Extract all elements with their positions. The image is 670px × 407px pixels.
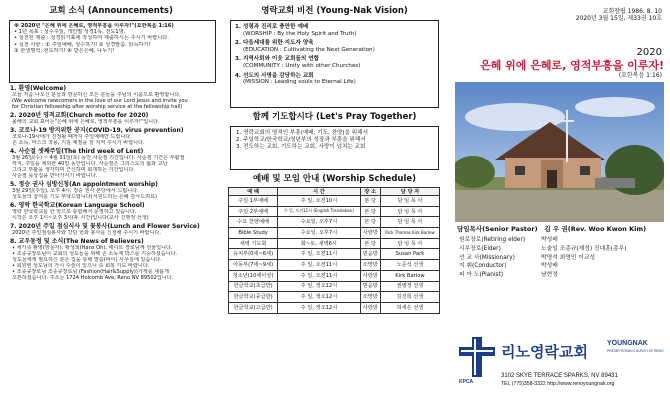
- church-building-image: [455, 82, 664, 222]
- vision-item-english: (WORSHIP : By the Holy Spirit and Truth): [243, 30, 357, 37]
- prayer-item: 2. 주일학교/한국학교/청년부의 성장과 부흥을 위해서: [236, 137, 366, 143]
- schedule-cell: 화~토, 새벽6시: [278, 238, 360, 249]
- schedule-cell: 주 일, 오전11시: [278, 260, 360, 271]
- schedule-cell: 소망방: [360, 260, 380, 271]
- announcement-item: [0, 202, 222, 221]
- announcement-text: 오픈하셨습니다. 주소는 1724 Holcomb Ave, Reno NV 89502입니다.: [12, 275, 174, 281]
- announcement-text: 성도들의 참여를 기도 부탁드립니다(서원드리는 은혜 감사드려요): [12, 194, 157, 200]
- vision-schedule-column: [222, 0, 447, 407]
- staff-row: [447, 262, 670, 271]
- announcement-item: [0, 238, 222, 281]
- announcement-text: 시작은 오후 1시~오후 3시(두 시간)입니다(교사 진행정 선생): [12, 215, 149, 221]
- schedule-body: [229, 196, 440, 314]
- schedule-row: [229, 249, 440, 260]
- announcement-item: [0, 223, 222, 236]
- schedule-cell: 주 일, 오전11시 (English Translation): [278, 206, 360, 217]
- notice-line: ※ 2020년 "은혜 위에 은혜로, 영적부흥을 이루자!"(요한복음 1:16): [14, 23, 174, 29]
- prayer-item: 1. 영락교회의 영적인 부흥(예배, 기도, 찬양)을 위해서: [236, 130, 368, 136]
- announcement-text: 오늘 처음 나오신 분들과 방문하신 모든 분들을 주님의 이름으로 환영합니다.: [12, 92, 181, 98]
- staff-role: 지 휘(Conductor): [459, 263, 507, 270]
- schedule-cell: 한글학교(중급반): [229, 292, 278, 303]
- schedule-cell: 담 임 목 사: [380, 206, 439, 217]
- vision-item-korean: 1. 성령과 진리로 충만한 예배: [235, 24, 309, 30]
- announcement-text: 3월 26일(수) ~ 4월 11일(토) 동안 사순절 기간입니다. 사순절 기간은 부활절: [12, 155, 185, 161]
- schedule-cell: 한글학교(고급반): [229, 302, 278, 313]
- staff-role: 원로장로(Retiring elder): [459, 237, 526, 243]
- schedule-cell: 담 임 목 사: [380, 217, 439, 228]
- announcements-column: [0, 0, 222, 407]
- vision-title: 영락교회 비전 (Young-Nak Vision): [261, 6, 408, 16]
- announcement-item: [0, 181, 222, 200]
- schedule-row: [229, 217, 440, 228]
- vision-box: [230, 20, 439, 108]
- church-motto: 은혜 위에 은혜로, 영적부흥을 이루자!: [480, 59, 664, 72]
- staff-role: 피 아 노(Pianist): [459, 272, 504, 279]
- announcement-title: 5. 정승 권사 심방신청(An appointment worship): [10, 181, 158, 188]
- schedule-header-row: [229, 188, 440, 196]
- kpca-label: KPCA: [459, 379, 474, 385]
- announcement-item: [0, 127, 222, 146]
- schedule-cell: 노준석 선생: [380, 260, 439, 271]
- announcement-title: 8. 교우동정 및 소식(The News of Believers): [10, 238, 144, 245]
- vision-item-korean: 3. 지역사회와 이웃 교회들의 연합: [235, 56, 320, 63]
- announcement-text: 손 소독, 마스크 착용, 기침 예절을 잘 지켜 주시기 바랍니다.: [12, 140, 145, 146]
- announcement-text: 올해의 교회 표어는"은혜 위에 은혜로, 영적부흥을 이루자!"입니다.: [12, 119, 160, 125]
- schedule-cell: 수요일, 오후7시: [278, 217, 360, 228]
- announcement-item: [0, 112, 222, 125]
- schedule-cell: 본 당: [360, 238, 380, 249]
- prayer-box: [230, 126, 439, 170]
- schedule-header-cell: 장 소: [360, 188, 380, 196]
- notice-line: • 실천된 제출 : 성경읽기표에 작성하여 제출하시는 주시기 바랍니다.: [14, 35, 169, 42]
- pastor-label: 담임목사(Senior Pastor): [457, 225, 538, 233]
- schedule-cell: 주 일, 오전10시: [278, 196, 360, 207]
- staff-row: [447, 236, 670, 245]
- schedule-cell: 주일 2부예배: [229, 206, 278, 217]
- prayer-title: 함께 기도합시다 (Let's Pray Together): [252, 112, 417, 122]
- senior-pastor: [447, 225, 670, 234]
- announcement-text: 그리고 부활을 생각하며 근신하며 회개하는 기간입니다.: [12, 167, 135, 173]
- staff-name: 박성배: [541, 263, 558, 270]
- schedule-cell: 청소년(10세이상): [229, 270, 278, 281]
- year-label: 2020: [636, 47, 662, 58]
- announcement-title: 1. 환영(Welcome): [10, 85, 67, 92]
- schedule-title: 예배 및 모임 안내 (Worship Schedule): [252, 174, 417, 184]
- schedule-row: [229, 228, 440, 239]
- cross-logo-icon: [457, 337, 497, 381]
- schedule-cell: 주 일, 정오12시: [278, 292, 360, 303]
- announcement-item: [0, 148, 222, 179]
- church-photo: [455, 82, 664, 222]
- announcement-text: • 새가족 환영(방문자): 황성희(Hans Oh), 에디트 장로님께 선물입니다.: [12, 245, 173, 251]
- church-name-korean: 리노영락교회: [501, 343, 588, 361]
- church-contact: TEL (775)358-3322 http://www.renoyoungnak.org: [501, 381, 615, 387]
- schedule-header-cell: 담 당 자: [380, 188, 439, 196]
- announcement-text: 사순절 묵상집을 받아가시기 바랍니다.: [12, 173, 98, 179]
- vision-item-korean: 4. 선도의 사명을 감당하는 교회: [235, 72, 314, 79]
- schedule-cell: 권병정 선생: [380, 281, 439, 292]
- announcement-title: 2. 2020년 영적교회(Church motto for 2020): [10, 112, 149, 119]
- schedule-cell: 유치부(0세~6세): [229, 249, 278, 260]
- church-name-english: YOUNGNAK: [607, 340, 648, 347]
- announcement-text: (We welcome newcomers in the love of our Lord Jesus and invite you: [12, 98, 188, 104]
- schedule-cell: Rick Thomas Kirk Barlow: [380, 228, 439, 239]
- vision-item-english: (COMMUNITY : Unity with other Churches): [243, 62, 361, 69]
- prayer-item: 3. 전도하는 교회, 기도하는 교회, 사랑이 넘치는 교회: [236, 144, 366, 150]
- schedule-cell: Susan Park: [380, 249, 439, 260]
- schedule-row: [229, 206, 440, 217]
- schedule-cell: 새벽 기도회: [229, 238, 278, 249]
- schedule-cell: 주 일, 정오12시: [278, 302, 360, 313]
- schedule-row: [229, 302, 440, 313]
- notice-line: • 실천 사항 : ① 주일예배, 성수하기! ② 성경말씀, 읽독하기!: [14, 41, 151, 48]
- announcement-text: • 조종규장로님 조종규장로님 (Fashion(Hair&Supply))가게를 새롭게: [12, 269, 170, 275]
- schedule-cell: 한글학교(초급반): [229, 281, 278, 292]
- founded-date: 교회창립 1986. 8. 10: [602, 8, 662, 15]
- schedule-cell: 담 임 목 사: [380, 196, 439, 207]
- announcement-text: for Christian fellowship after worship service at the fellowship hall): [12, 104, 183, 110]
- announcement-title: 6. 영락 한국학교(Korean Language School): [10, 202, 145, 209]
- staff-role: 선 교 사(Missionary): [459, 254, 515, 261]
- schedule-row: [229, 270, 440, 281]
- schedule-cell: 본 당: [360, 196, 380, 207]
- notice-line: ③ 한생명씩, 전도하기! ④ 받은은혜, 나누기!: [14, 47, 115, 54]
- schedule-cell: 아동부(7세~9세): [229, 260, 278, 271]
- vision-list: [235, 24, 434, 86]
- schedule-row: [229, 292, 440, 303]
- announcement-text: 2020년 주일점심봉사와 강단 헌화 봉사를 신청해 주시기 바랍니다.: [12, 230, 161, 236]
- issue-date: 2020년 3월 15일, 제33권 10호: [575, 15, 662, 22]
- staff-row: [447, 271, 670, 280]
- announcements-title: 교회 소식 (Announcements): [49, 6, 173, 16]
- schedule-cell: 소망방: [360, 292, 380, 303]
- announcement-text: 코로나-19사태가 진정될 때까지 주일예배만 드립니다.: [12, 134, 132, 140]
- schedule-cell: 김진희 선생: [380, 292, 439, 303]
- schedule-cell: 주 일, 오전11시: [278, 270, 360, 281]
- staff-name: 박성배: [541, 237, 558, 243]
- schedule-cell: 허세은 선생: [380, 302, 439, 313]
- announcement-text: 성도들에게 필요하신 분은 집을 통해 말씀(파이) 사무실에 있습니다.: [12, 257, 162, 263]
- schedule-cell: 사랑방: [360, 270, 380, 281]
- vision-item-korean: 2. 다음세대를 위한 지도자 양육: [235, 40, 314, 47]
- pastor-name: 김 우 권(Rev. Woo Kwon Kim): [544, 225, 647, 233]
- schedule-cell: 주 일, 정오12시: [278, 281, 360, 292]
- schedule-table: [228, 187, 440, 314]
- schedule-cell: 사랑방: [360, 302, 380, 313]
- motto-notice-box: [9, 20, 216, 83]
- schedule-cell: 주일 1부예배: [229, 196, 278, 207]
- church-address: 3102 SKYE TERRACE SPARKS, NV 89431: [501, 373, 618, 379]
- vision-item-english: (EDUCATION : Cultivating the Next Generation): [243, 46, 375, 53]
- staff-row: [447, 245, 670, 254]
- schedule-cell: Bible Study: [229, 228, 278, 239]
- announcement-title: 7. 2020년 주일 점심식사 및 꽃봉사(Lunch and Flower Service): [10, 223, 200, 230]
- schedule-header-cell: 시 간: [278, 188, 360, 196]
- staff-role: 시무장로(Elder): [459, 245, 501, 252]
- announcement-text: 3월 29일(주일), 오후 4시, 정승 권사 본당에서 드립니다.: [12, 188, 139, 194]
- schedule-cell: 본 당: [360, 217, 380, 228]
- vision-item-english: (MISSION : Leading souls to Eternal Life): [243, 79, 356, 86]
- announcement-text: 영락 한국학교를 한 학으로 통합해서 운영하고 있습니다.: [12, 209, 137, 215]
- motto-verse: (요한복음 1:16): [618, 72, 662, 79]
- schedule-cell: 믿음방: [360, 249, 380, 260]
- notice-line: • 1년 목표 : 성수주일, 개인별 성경1독, 전도1명.: [14, 29, 126, 36]
- schedule-cell: 믿음방: [360, 281, 380, 292]
- announcement-item: [0, 85, 222, 110]
- announcement-title: 3. 코로나-19 방지위한 공지(COVID-19, virus prevention): [10, 127, 184, 134]
- schedule-row: [229, 238, 440, 249]
- announcement-list: [0, 85, 222, 281]
- schedule-cell: 주 일, 오전11시: [278, 249, 360, 260]
- schedule-header-cell: 예 배: [229, 188, 278, 196]
- schedule-cell: Kirk Barlow: [380, 270, 439, 281]
- announcement-title: 4. 사순절 셋째주일(The third week of Lent): [10, 148, 144, 155]
- staff-list: [447, 236, 670, 280]
- schedule-cell: 본 당: [360, 206, 380, 217]
- staff-name: 박영석 최영민 이교성: [541, 254, 596, 261]
- church-denomination: PRESBYTERIAN CHURCH OF RENO: [607, 349, 664, 353]
- schedule-row: [229, 260, 440, 271]
- announcement-text: • 조종규장로님이 교회의 성도들을 위해 손 소독제 박스를 기증하셨습니다.: [12, 251, 178, 257]
- staff-name: 남현정: [541, 272, 558, 279]
- schedule-cell: 수요 찬양예배: [229, 217, 278, 228]
- schedule-cell: 사랑방: [360, 228, 380, 239]
- schedule-row: [229, 196, 440, 207]
- announcement-text: 까지, 주일을 제외한 40일 동안입니다. 사순절은 그리스도의 삶과 고난: [12, 161, 168, 167]
- schedule-cell: 수요일, 오후7시: [278, 228, 360, 239]
- staff-row: [447, 254, 670, 263]
- announcement-text: • 회원변 성도님의 가시 수술이 있으니 속 회복 기도 바랍니다.: [12, 263, 150, 269]
- staff-name: 노술일 조종규(재정) 진대훈(총무): [541, 245, 627, 252]
- schedule-cell: 담 임 목 사: [380, 238, 439, 249]
- cover-column: [447, 0, 670, 407]
- church-logo-block: [455, 335, 667, 401]
- schedule-row: [229, 281, 440, 292]
